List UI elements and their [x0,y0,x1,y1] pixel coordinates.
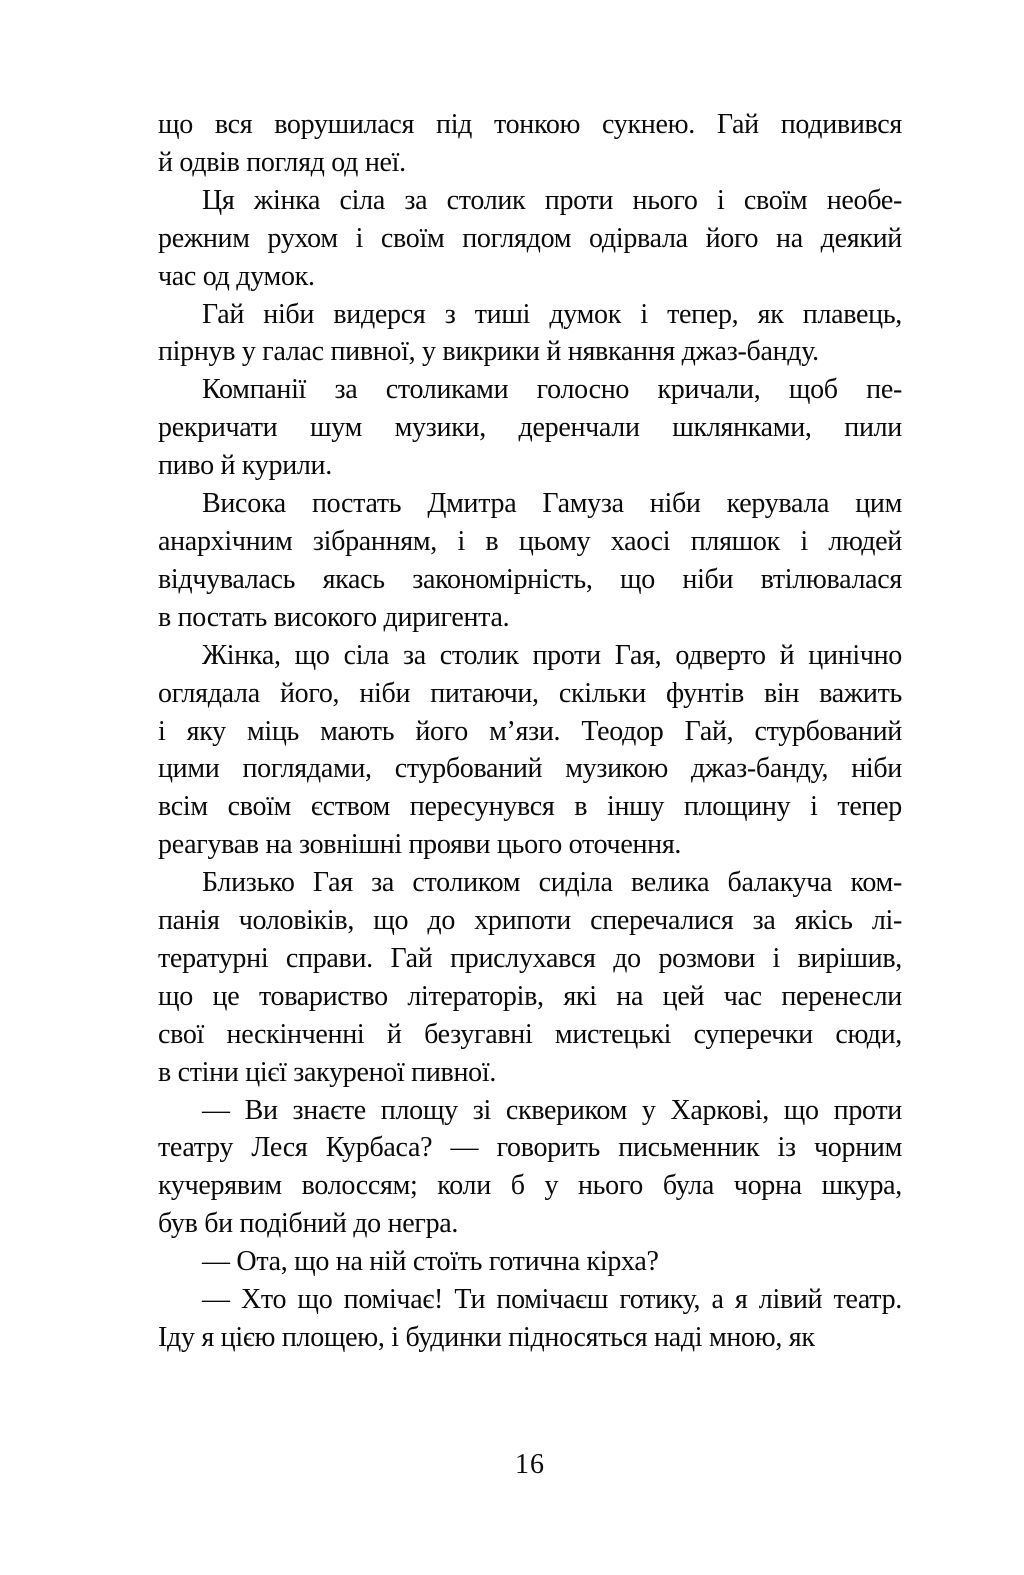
text-line: — Ота, що на ній стоїть готична кірха? [202,1246,659,1278]
text-line: реагував на зовнішні прояви цього оточення. [158,829,682,861]
text-line: — Ви знаєте площу зі сквериком у Харкові, що проти [202,1094,902,1126]
text-line: Близько Гая за столиком сиділа велика балакуча ком- [202,867,902,899]
text-line: пірнув у галас пивної, у викрики й нявкання джаз-банду. [158,336,819,368]
text-line: панія чоловіків, що до хрипоти сперечалися за якісь лі- [158,905,902,937]
text-line: цими поглядами, стурбований музикою джаз-банду, ніби [158,753,902,785]
text-line: Компанії за столиками голосно кричали, щоб пе- [202,374,902,406]
paragraph [158,485,902,637]
text-line: пиво й курили. [158,450,332,482]
text-line: Жінка, що сіла за столик проти Гая, одверто й цинічно [202,639,902,671]
text-line: й одвів погляд од неї. [158,146,406,178]
text-line: що це товариство літераторів, які на цей час перенесли [158,980,902,1012]
text-line: тературні справи. Гай прислухався до розмови і вирішив, [158,942,902,974]
text-line: був би подібний до негра. [158,1208,459,1240]
text-line: оглядала його, ніби питаючи, скільки фунтів він важить [158,677,902,709]
text-line: всім своїм єством пересунувся в іншу площину і тепер [158,791,902,823]
text-line: анархічним зібранням, і в цьому хаосі пляшок і людей [158,525,902,557]
text-line: Гай ніби видерся з тиші думок і тепер, як плавець, [202,298,902,330]
page-number: 16 [515,1449,545,1480]
paragraph [158,1243,902,1281]
text-line: в постать високого диригента. [158,601,510,633]
text-line: і яку міць мають його м’язи. Теодор Гай, стурбований [158,715,902,747]
paragraph [158,371,902,485]
text-line: Іду я цією площею, і будинки підносяться наді мною, як [158,1322,815,1353]
paragraph [158,182,902,296]
text-line: театру Леся Курбаса? — говорить письменник із чорним [158,1132,902,1164]
paragraph [158,1092,902,1244]
page-text [158,106,902,1357]
text-line: — Хто що помічає! Ти помічаєш готику, а я лівий театр. [202,1284,902,1316]
text-line: Ця жінка сіла за столик проти нього і своїм необе- [202,184,902,216]
paragraph [158,296,902,372]
text-line: в стіни цієї закуреної пивної. [158,1056,497,1088]
text-line: режним рухом і своїм поглядом одірвала його на деякий [158,222,902,254]
text-line: свої нескінченні й безугавні мистецькі суперечки сюди, [158,1018,902,1050]
text-line: рекричати шум музики, деренчали шклянками, пили [158,412,902,444]
paragraph [158,864,902,1091]
text-line: відчувалась якась закономірність, що ніби втілювалася [158,563,902,595]
text-line: час од думок. [158,260,315,292]
text-line: кучерявим волоссям; коли б у нього була чорна шкура, [158,1170,902,1202]
text-line: Висока постать Дмитра Гамуза ніби керувала цим [202,488,902,520]
paragraph [158,637,902,864]
text-line: що вся ворушилася під тонкою сукнею. Гай подивився [158,109,902,140]
paragraph [158,1281,902,1357]
paragraph [158,106,902,182]
